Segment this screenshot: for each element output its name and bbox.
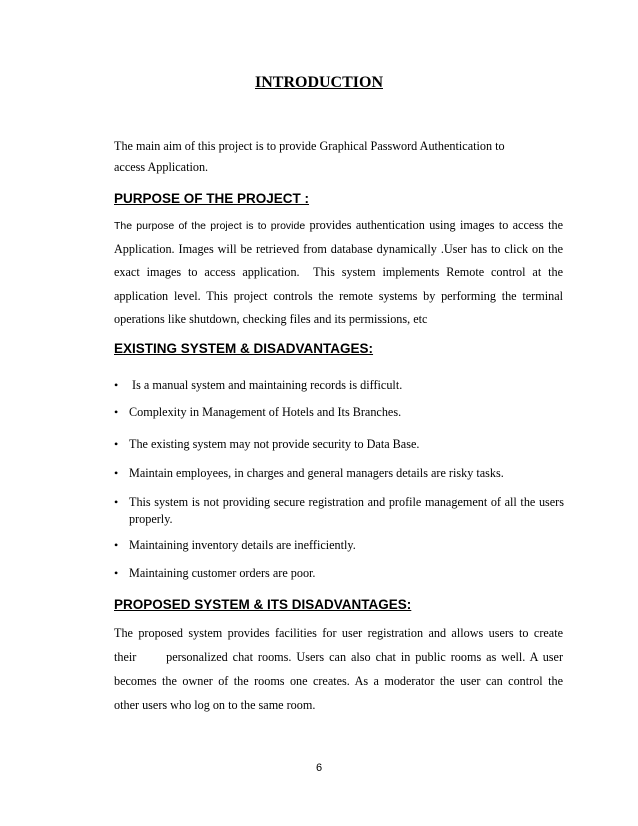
existing-heading: EXISTING SYSTEM & DISADVANTAGES: — [114, 341, 374, 356]
proposed-line-3: becomes the owner of the rooms one creates. As a moderator the user can control the — [114, 674, 563, 688]
bullet-icon: • — [114, 466, 119, 480]
aim-line-1: The main aim of this project is to provide Graphical Password Authentication to — [114, 139, 505, 153]
purpose-line-2: Application. Images will be retrieved from database dynamically .User has to click on the — [114, 241, 563, 256]
bullet-icon: • — [114, 378, 119, 392]
purpose-heading: PURPOSE OF THE PROJECT : — [114, 191, 310, 206]
purpose-paragraph — [114, 214, 563, 332]
aim-paragraph — [114, 136, 563, 178]
purpose-line-1 — [114, 214, 563, 238]
list-item: • This system is not providing secure registration and profile management of all the users properly. — [114, 495, 564, 526]
aim-line-2: access Application. — [114, 160, 209, 174]
proposed-paragraph — [114, 621, 563, 717]
list-item: • Maintain employees, in charges and general managers details are risky tasks. — [114, 466, 504, 480]
purpose-line-1-rest: provides authentication using images to access the — [305, 218, 563, 232]
purpose-line-4: application level. This project controls the remote systems by performing the terminal — [114, 288, 563, 303]
bullet-icon: • — [114, 437, 119, 451]
bullet-icon: • — [114, 538, 119, 552]
proposed-line-2: their personalized chat rooms. Users can also chat in public rooms as well. A user — [114, 650, 563, 664]
list-item: • Is a manual system and maintaining records is difficult. — [114, 378, 403, 392]
list-item: • The existing system may not provide security to Data Base. — [114, 437, 420, 451]
list-item: • Maintaining inventory details are inefficiently. — [114, 538, 356, 552]
page-number: 6 — [315, 762, 323, 774]
proposed-heading: PROPOSED SYSTEM & ITS DISADVANTAGES: — [114, 597, 412, 612]
list-item: • Maintaining customer orders are poor. — [114, 566, 316, 580]
bullet-icon: • — [114, 495, 119, 509]
purpose-line-3: exact images to access application. This system implements Remote control at the — [114, 265, 563, 279]
purpose-line-5: operations like shutdown, checking files and its permissions, etc — [114, 312, 428, 326]
proposed-line-1: The proposed system provides facilities for user registration and allows users to create — [114, 626, 563, 640]
page-title: INTRODUCTION — [254, 74, 383, 91]
list-item: • Complexity in Management of Hotels and Its Branches. — [114, 405, 402, 419]
bullet-icon: • — [114, 405, 119, 419]
bullet-icon: • — [114, 566, 119, 580]
proposed-line-4: other users who log on to the same room. — [114, 698, 316, 712]
purpose-line-1-small: The purpose of the project is to provide — [114, 220, 306, 232]
